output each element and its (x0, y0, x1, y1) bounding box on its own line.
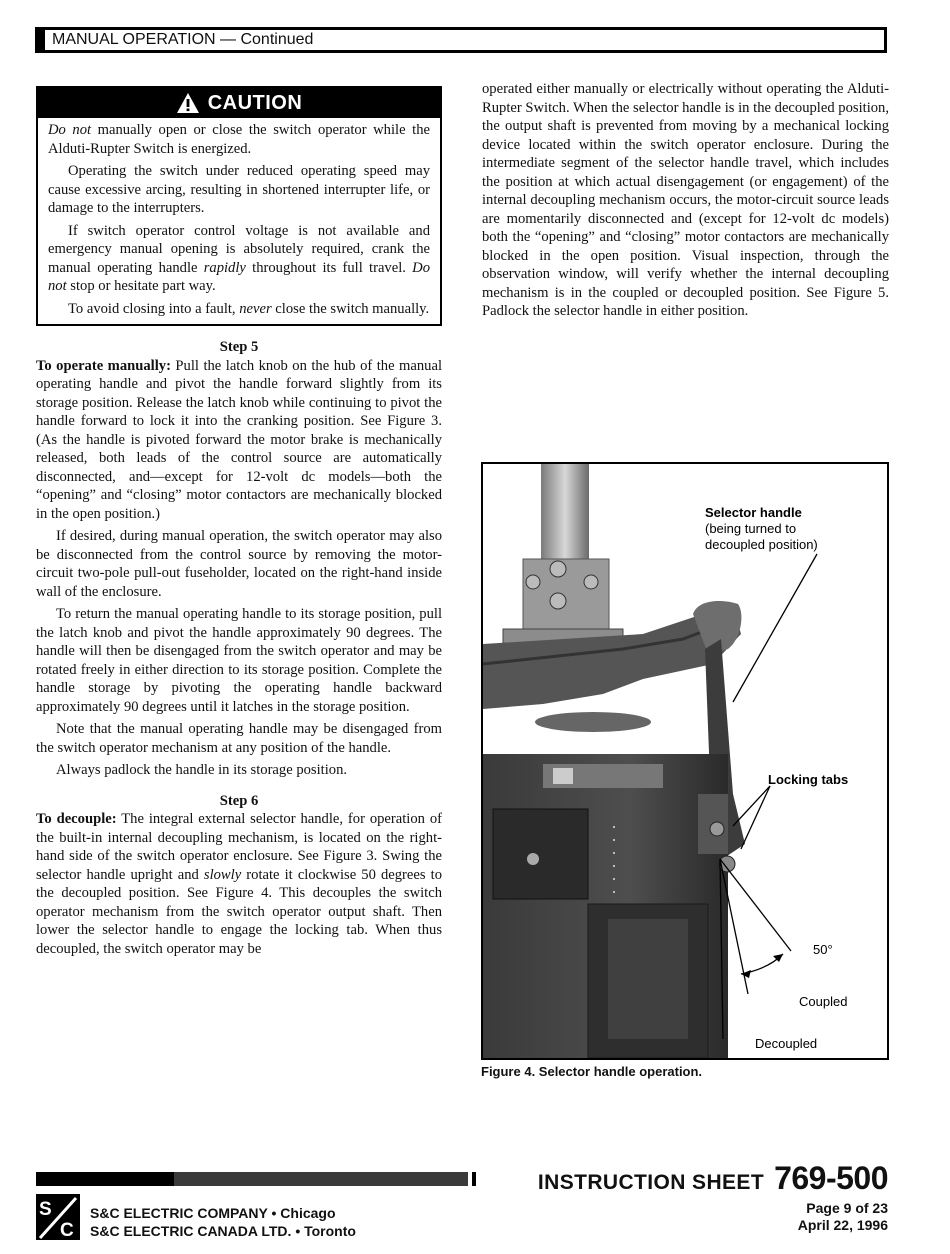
section-header-title: MANUAL OPERATION — Continued (52, 31, 314, 48)
step5-paragraph-4: Note that the manual operating handle may be disengaged from the switch operator mechanism at any position of the handle. (36, 721, 442, 756)
svg-text:C: C (60, 1220, 74, 1240)
step5-paragraph-1: To operate manually: Pull the latch knob on the hub of the manual operating handle and pivot the handle forward slightly from its storage position. Release the latch knob while continuing to pivot the handle forward to lock it into the cranking position. See Figure 3. (As the handle is pivoted forward the motor brake is mechanically released, both leads of the control source are automatically disconnected, and—except for 12-volt dc models—both the “opening” and “closing” motor contactors are mechanically blocked in the open position.) (36, 357, 442, 522)
label-selector-handle: Selector handle (705, 505, 802, 520)
label-50-degrees: 50° (813, 942, 833, 957)
figure-4 (481, 462, 889, 1060)
caution-paragraph-3: If switch operator control voltage is not available and emergency manual opening is absolutely required, crank the manual operating handle rapidly throughout its full travel. Do not stop or hesitate part way. (48, 222, 430, 294)
caution-title: CAUTION (207, 91, 303, 114)
svg-text:S: S (39, 1199, 52, 1220)
label-decoupled: Decoupled (755, 1036, 818, 1051)
footer-rule (36, 1172, 468, 1186)
label-locking-tabs: Locking tabs (768, 772, 849, 787)
section-header (35, 27, 887, 53)
step6-heading: Step 6 (219, 792, 259, 809)
page-number: Page 9 of 23 (806, 1200, 888, 1216)
company-info (90, 1204, 356, 1240)
warning-triangle-icon (176, 92, 200, 114)
caution-paragraph-4: To avoid closing into a fault, never close the switch manually. (68, 300, 430, 317)
label-coupled: Coupled (799, 994, 848, 1009)
sc-logo-icon (36, 1194, 80, 1240)
label-selector-handle-sub2: decoupled position) (705, 537, 818, 552)
document-number: 769-500 (774, 1160, 888, 1196)
right-column-paragraph: operated either manually or electrically without operating the Alduti-Rupter Switch. When the selector handle is in the decoupled position, the output shaft is prevented from moving by a mechanical locking device located within the switch operator enclosure. During the intermediate segment of the selector handle travel, which includes the position at which actual disengagement (or engagement) of the internal decoupling mechanism occurs, the motor-circuit source leads are momentarily disconnected and (except for 12-volt dc models) both the “opening” and “closing” motor contactors are mechanically blocked in the open position. Visual inspection, through the observation window, will verify whether the internal decoupling mechanism is in the coupled or decoupled position. See Figure 5. Padlock the selector handle in either position. (482, 81, 889, 319)
step5-paragraph-3: To return the manual operating handle to its storage position, pull the latch knob and pivot the handle approximately 90 degrees. The handle will then be disengaged from the switch operator and may be rotated freely in either direction to its storage position. Complete the handle storage by pivoting the operating handle backward approximately 90 degrees until it latches in the storage position. (36, 606, 442, 715)
company-line-1: S&C ELECTRIC COMPANY • Chicago (90, 1205, 336, 1221)
page-info (798, 1200, 888, 1234)
left-column (36, 86, 442, 958)
caution-paragraph-2: Operating the switch under reduced operating speed may cause excessive arcing, resulting in shortened interrupter life, or damage to the interrupters. (48, 163, 430, 216)
document-date: April 22, 1996 (797, 1217, 888, 1233)
document-title (538, 1160, 888, 1197)
caution-paragraph-1: Do not manually open or close the switch operator while the Alduti-Rupter Switch is energized. (48, 122, 430, 157)
step5-paragraph-2: If desired, during manual operation, the switch operator may also be disconnected from the control source by removing the motor-circuit two-pole pull-out fuseholder, located on the right-hand inside wall of the enclosure. (36, 528, 442, 600)
step5-paragraph-5: Always padlock the handle in its storage position. (56, 762, 348, 778)
step5-heading: Step 5 (219, 339, 259, 355)
figure-4-photo (483, 464, 887, 1058)
document-type: INSTRUCTION SHEET (537, 1171, 765, 1194)
company-line-2: S&C ELECTRIC CANADA LTD. • Toronto (90, 1223, 356, 1239)
caution-box (36, 86, 442, 326)
step6-paragraph-1: To decouple: The integral external selector handle, for operation of the built-in internal decoupling mechanism, is located on the right-hand side of the switch operator enclosure. See Figure 3. Swing the selector handle upright and slowly rotate it clockwise 50 degrees to the decoupled position. See Figure 4. This decouples the switch operator mechanism from the switch operator output shaft. Then lower the selector handle to engage the locking tab. When thus decoupled, the switch operator may be (36, 811, 442, 957)
shaft-pipe (541, 464, 589, 574)
label-selector-handle-sub1: (being turned to (705, 521, 797, 536)
figure-caption: Figure 4. Selector handle operation. (481, 1064, 703, 1079)
caution-title-bar (38, 88, 440, 118)
right-column (482, 80, 889, 321)
